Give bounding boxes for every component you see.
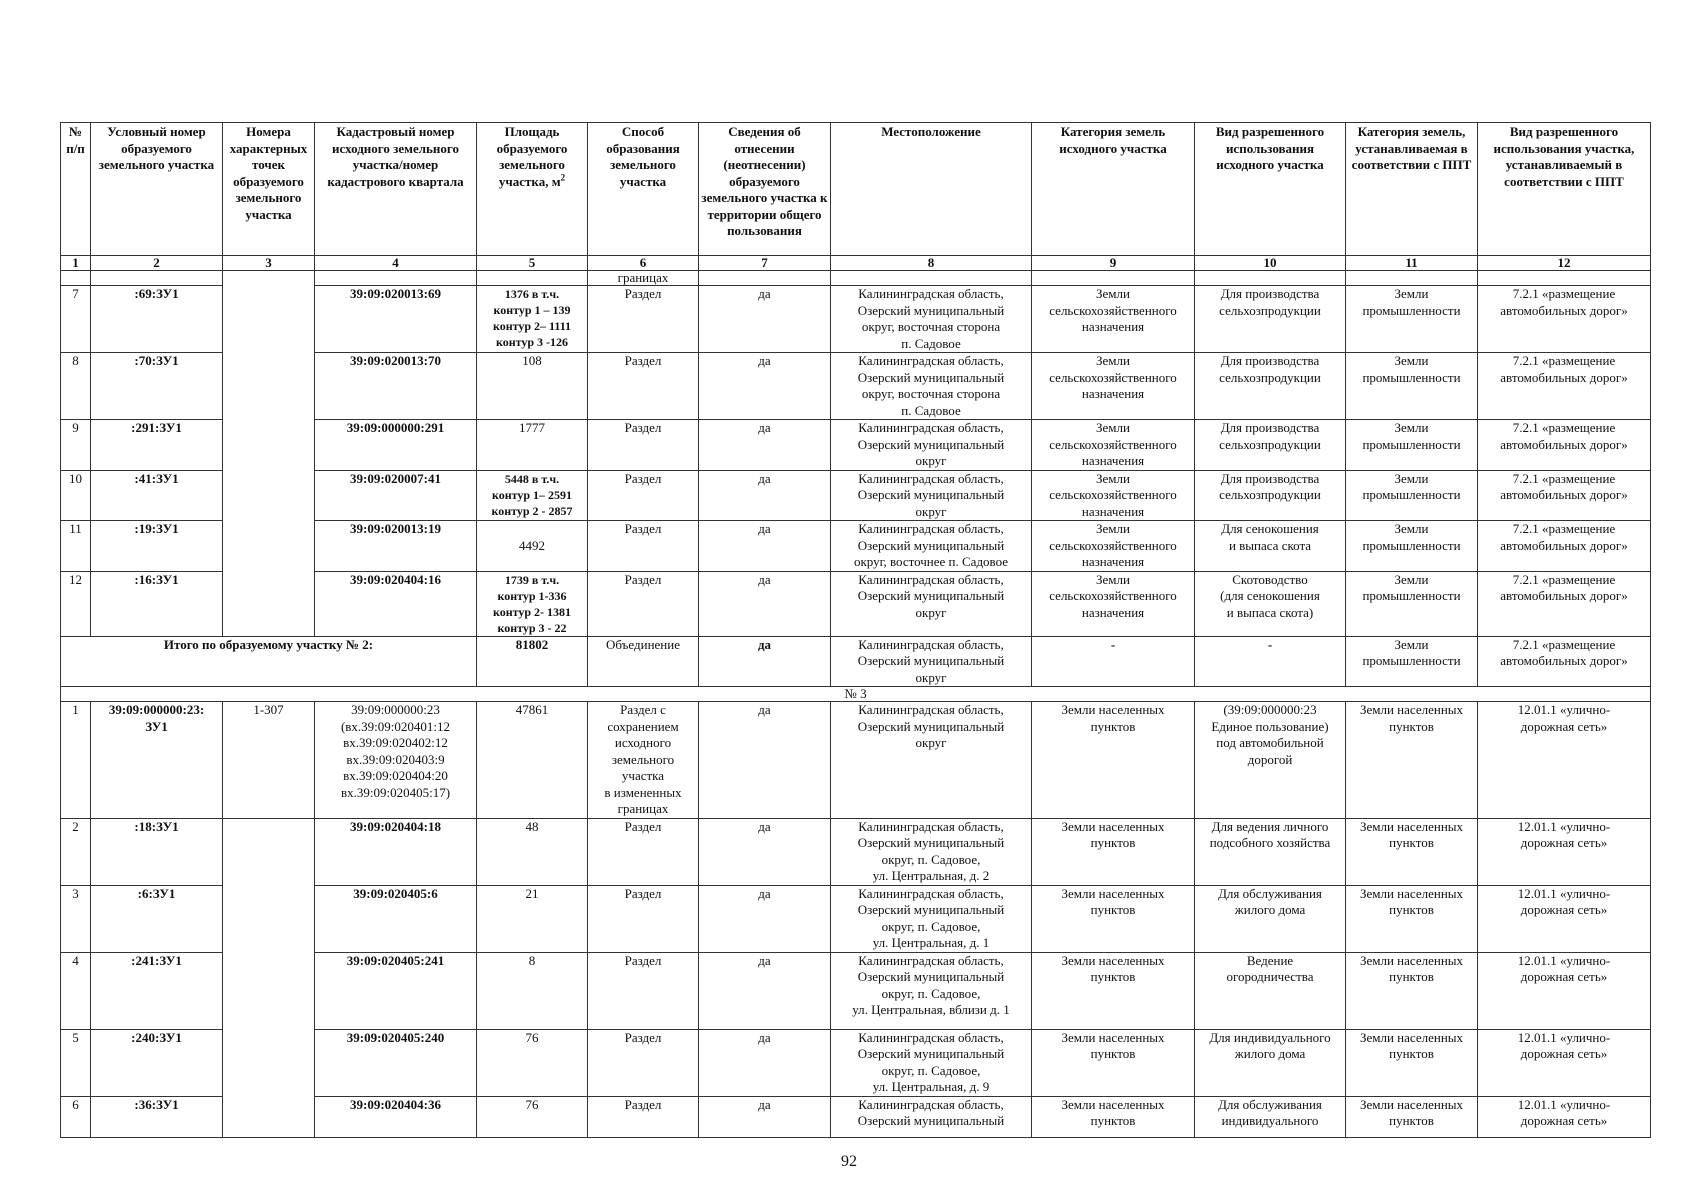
column-number: 5	[477, 256, 588, 271]
land-category: Земли сельскохозяйственного назначения	[1032, 571, 1195, 636]
col-header: Условный номер образуемого земельного участка	[91, 123, 223, 256]
total-area: 81802	[477, 636, 588, 687]
plot-number: :19:ЗУ1	[91, 521, 223, 572]
permitted-use-ppt: 12.01.1 «улично- дорожная сеть»	[1478, 1029, 1651, 1096]
permitted-use: -	[1195, 636, 1346, 687]
cadastral-number: 39:09:000000:23 (вх.39:09:020401:12 вх.39:09:020402:12 вх.39:09:020403:9 вх.39:09:020404:20 вх.39:09:020405:17)	[315, 702, 477, 819]
col-header: Вид разрешенного использования исходного участка	[1195, 123, 1346, 256]
plot-area: 108	[477, 353, 588, 420]
plot-area: 8	[477, 952, 588, 1029]
permitted-use: Для индивидуального жилого дома	[1195, 1029, 1346, 1096]
plot-number: :241:ЗУ1	[91, 952, 223, 1029]
land-plots-table	[60, 122, 1651, 1138]
column-number: 4	[315, 256, 477, 271]
land-category: Земли населенных пунктов	[1032, 885, 1195, 952]
col-header: Сведения об отнесении (неотнесении) образуемого земельного участка к территории общего пользования	[699, 123, 831, 256]
land-category-ppt: Земли населенных пунктов	[1346, 952, 1478, 1029]
total-row	[61, 636, 1651, 687]
public-use: да	[699, 1096, 831, 1137]
land-category: Земли сельскохозяйственного назначения	[1032, 521, 1195, 572]
land-category-ppt: Земли населенных пунктов	[1346, 702, 1478, 819]
permitted-use-ppt: 7.2.1 «размещение автомобильных дорог»	[1478, 286, 1651, 353]
land-category: Земли населенных пунктов	[1032, 702, 1195, 819]
permitted-use-ppt: 12.01.1 «улично- дорожная сеть»	[1478, 1096, 1651, 1137]
cadastral-number: 39:09:020013:70	[315, 353, 477, 420]
location: Калининградская область, Озерский муниципальный	[831, 1096, 1032, 1137]
permitted-use-ppt: 7.2.1 «размещение автомобильных дорог»	[1478, 571, 1651, 636]
row-number: 9	[61, 420, 91, 471]
table-row	[61, 702, 1651, 819]
formation-method: Раздел	[588, 818, 699, 885]
cadastral-number: 39:09:020404:16	[315, 571, 477, 636]
plot-number: :70:ЗУ1	[91, 353, 223, 420]
column-number-row	[61, 256, 1651, 271]
formation-method: Раздел	[588, 353, 699, 420]
section-label: № 3	[61, 687, 1651, 702]
land-category: Земли населенных пунктов	[1032, 818, 1195, 885]
column-number: 8	[831, 256, 1032, 271]
formation-method: Раздел	[588, 885, 699, 952]
boundary-points: 1-307	[223, 702, 315, 819]
row-number: 1	[61, 702, 91, 819]
land-category-ppt: Земли промышленности	[1346, 521, 1478, 572]
public-use: да	[699, 470, 831, 521]
public-use: да	[699, 636, 831, 687]
plot-area: 1739 в т.ч. контур 1-336 контур 2- 1381 контур 3 - 22	[477, 571, 588, 636]
row-number: 3	[61, 885, 91, 952]
total-label: Итого по образуемому участку № 2:	[61, 636, 477, 687]
row-number: 7	[61, 286, 91, 353]
land-category-ppt: Земли промышленности	[1346, 353, 1478, 420]
plot-number: :41:ЗУ1	[91, 470, 223, 521]
plot-number: :36:ЗУ1	[91, 1096, 223, 1137]
plot-area: 1376 в т.ч. контур 1 – 139 контур 2– 1111 контур 3 -126	[477, 286, 588, 353]
plot-number: :16:ЗУ1	[91, 571, 223, 636]
land-category-ppt: Земли промышленности	[1346, 571, 1478, 636]
location: Калининградская область, Озерский муниципальный округ, п. Садовое, ул. Центральная, д. 2	[831, 818, 1032, 885]
cadastral-number: 39:09:020013:19	[315, 521, 477, 572]
permitted-use: Для производства сельхозпродукции	[1195, 353, 1346, 420]
cadastral-number: 39:09:020405:240	[315, 1029, 477, 1096]
land-category: -	[1032, 636, 1195, 687]
location: Калининградская область, Озерский муниципальный округ, п. Садовое, ул. Центральная, вблизи д. 1	[831, 952, 1032, 1029]
column-number: 7	[699, 256, 831, 271]
formation-method: Раздел	[588, 571, 699, 636]
location: Калининградская область, Озерский муниципальный округ	[831, 702, 1032, 819]
land-category-ppt: Земли населенных пунктов	[1346, 1096, 1478, 1137]
points-cell-merged	[223, 271, 315, 637]
land-category: Земли населенных пунктов	[1032, 952, 1195, 1029]
permitted-use: Для сенокошения и выпаса скота	[1195, 521, 1346, 572]
column-number: 3	[223, 256, 315, 271]
location: Калининградская область, Озерский муниципальный округ, восточная сторона п. Садовое	[831, 286, 1032, 353]
plot-area: 48	[477, 818, 588, 885]
location: Калининградская область, Озерский муниципальный округ, п. Садовое, ул. Центральная, д. 9	[831, 1029, 1032, 1096]
land-category-ppt: Земли промышленности	[1346, 286, 1478, 353]
area-header-text: Площадь образуемого земельного участка, м	[496, 124, 568, 189]
permitted-use-ppt: 7.2.1 «размещение автомобильных дорог»	[1478, 521, 1651, 572]
formation-method: Раздел	[588, 470, 699, 521]
col-header: Способ образования земельного участка	[588, 123, 699, 256]
column-number: 12	[1478, 256, 1651, 271]
permitted-use-ppt: 7.2.1 «размещение автомобильных дорог»	[1478, 353, 1651, 420]
column-number: 11	[1346, 256, 1478, 271]
col-header: Вид разрешенного использования участка, устанавливаемый в соответствии с ППТ	[1478, 123, 1651, 256]
column-number: 6	[588, 256, 699, 271]
col-header: Категория земель, устанавливаемая в соответствии с ППТ	[1346, 123, 1478, 256]
row-number: 8	[61, 353, 91, 420]
col-header: Местоположение	[831, 123, 1032, 256]
public-use: да	[699, 818, 831, 885]
formation-method: Раздел	[588, 420, 699, 471]
row-number: 5	[61, 1029, 91, 1096]
plot-area: 1777	[477, 420, 588, 471]
header-row	[61, 123, 1651, 256]
public-use: да	[699, 571, 831, 636]
cadastral-number: 39:09:020405:241	[315, 952, 477, 1029]
points-cell-merged	[223, 818, 315, 1137]
land-category: Земли сельскохозяйственного назначения	[1032, 420, 1195, 471]
continuation-text: границах	[588, 271, 699, 286]
col-header: Номера характерных точек образуемого земельного участка	[223, 123, 315, 256]
permitted-use-ppt: 7.2.1 «размещение автомобильных дорог»	[1478, 420, 1651, 471]
location: Калининградская область, Озерский муниципальный округ, п. Садовое, ул. Центральная, д. 1	[831, 885, 1032, 952]
land-category-ppt: Земли населенных пунктов	[1346, 818, 1478, 885]
col-header: № п/п	[61, 123, 91, 256]
cadastral-number: 39:09:020013:69	[315, 286, 477, 353]
cadastral-number: 39:09:000000:291	[315, 420, 477, 471]
public-use: да	[699, 286, 831, 353]
permitted-use: Ведение огородничества	[1195, 952, 1346, 1029]
plot-area: 21	[477, 885, 588, 952]
page-number: 92	[841, 1153, 857, 1170]
row-number: 6	[61, 1096, 91, 1137]
location: Калининградская область, Озерский муниципальный округ	[831, 470, 1032, 521]
permitted-use: Для производства сельхозпродукции	[1195, 470, 1346, 521]
row-number: 2	[61, 818, 91, 885]
plot-number: 39:09:000000:23: ЗУ1	[91, 702, 223, 819]
public-use: да	[699, 952, 831, 1029]
permitted-use-ppt: 12.01.1 «улично- дорожная сеть»	[1478, 818, 1651, 885]
location: Калининградская область, Озерский муниципальный округ	[831, 571, 1032, 636]
plot-area: 5448 в т.ч. контур 1– 2591 контур 2 - 2857	[477, 470, 588, 521]
land-category: Земли сельскохозяйственного назначения	[1032, 470, 1195, 521]
cadastral-number: 39:09:020007:41	[315, 470, 477, 521]
land-category-ppt: Земли населенных пунктов	[1346, 885, 1478, 952]
formation-method: Раздел	[588, 1029, 699, 1096]
formation-method: Раздел	[588, 952, 699, 1029]
land-category: Земли населенных пунктов	[1032, 1029, 1195, 1096]
plot-number: :240:ЗУ1	[91, 1029, 223, 1096]
column-number: 1	[61, 256, 91, 271]
permitted-use: Для ведения личного подсобного хозяйства	[1195, 818, 1346, 885]
row-number: 4	[61, 952, 91, 1029]
cadastral-number: 39:09:020405:6	[315, 885, 477, 952]
row-number: 11	[61, 521, 91, 572]
formation-method: Раздел	[588, 1096, 699, 1137]
plot-number: :18:ЗУ1	[91, 818, 223, 885]
land-category-ppt: Земли населенных пунктов	[1346, 1029, 1478, 1096]
column-number: 10	[1195, 256, 1346, 271]
land-category-ppt: Земли промышленности	[1346, 420, 1478, 471]
column-number: 9	[1032, 256, 1195, 271]
location: Калининградская область, Озерский муниципальный округ	[831, 420, 1032, 471]
permitted-use-ppt: 7.2.1 «размещение автомобильных дорог»	[1478, 636, 1651, 687]
public-use: да	[699, 420, 831, 471]
permitted-use: (39:09:000000:23 Единое пользование) под автомобильной дорогой	[1195, 702, 1346, 819]
plot-number: :69:ЗУ1	[91, 286, 223, 353]
public-use: да	[699, 702, 831, 819]
continuation-row	[61, 271, 1651, 286]
table-row	[61, 818, 1651, 885]
permitted-use-ppt: 7.2.1 «размещение автомобильных дорог»	[1478, 470, 1651, 521]
permitted-use: Для производства сельхозпродукции	[1195, 286, 1346, 353]
formation-method: Раздел	[588, 286, 699, 353]
land-category-ppt: Земли промышленности	[1346, 470, 1478, 521]
cadastral-number: 39:09:020404:18	[315, 818, 477, 885]
permitted-use-ppt: 12.01.1 «улично- дорожная сеть»	[1478, 885, 1651, 952]
col-header	[477, 123, 588, 256]
col-header: Кадастровый номер исходного земельного участка/номер кадастрового квартала	[315, 123, 477, 256]
permitted-use: Для производства сельхозпродукции	[1195, 420, 1346, 471]
land-category: Земли сельскохозяйственного назначения	[1032, 353, 1195, 420]
formation-method: Раздел	[588, 521, 699, 572]
plot-area: 76	[477, 1096, 588, 1137]
column-number: 2	[91, 256, 223, 271]
plot-area: 76	[477, 1029, 588, 1096]
plot-area: 47861	[477, 702, 588, 819]
permitted-use: Для обслуживания индивидуального	[1195, 1096, 1346, 1137]
permitted-use-ppt: 12.01.1 «улично- дорожная сеть»	[1478, 702, 1651, 819]
permitted-use: Скотоводство (для сенокошения и выпаса скота)	[1195, 571, 1346, 636]
area-unit-sup: 2	[560, 172, 566, 183]
permitted-use-ppt: 12.01.1 «улично- дорожная сеть»	[1478, 952, 1651, 1029]
public-use: да	[699, 353, 831, 420]
formation-method: Объединение	[588, 636, 699, 687]
plot-area: 4492	[477, 521, 588, 572]
section-row	[61, 687, 1651, 702]
row-number: 10	[61, 470, 91, 521]
public-use: да	[699, 885, 831, 952]
location: Калининградская область, Озерский муниципальный округ, восточнее п. Садовое	[831, 521, 1032, 572]
cadastral-number: 39:09:020404:36	[315, 1096, 477, 1137]
plot-number: :6:ЗУ1	[91, 885, 223, 952]
land-category-ppt: Земли промышленности	[1346, 636, 1478, 687]
location: Калининградская область, Озерский муниципальный округ, восточная сторона п. Садовое	[831, 353, 1032, 420]
plot-number: :291:ЗУ1	[91, 420, 223, 471]
row-number: 12	[61, 571, 91, 636]
location: Калининградская область, Озерский муниципальный округ	[831, 636, 1032, 687]
formation-method: Раздел с сохранением исходного земельного участка в измененных границах	[588, 702, 699, 819]
col-header: Категория земель исходного участка	[1032, 123, 1195, 256]
land-category: Земли населенных пунктов	[1032, 1096, 1195, 1137]
public-use: да	[699, 1029, 831, 1096]
public-use: да	[699, 521, 831, 572]
permitted-use: Для обслуживания жилого дома	[1195, 885, 1346, 952]
land-category: Земли сельскохозяйственного назначения	[1032, 286, 1195, 353]
